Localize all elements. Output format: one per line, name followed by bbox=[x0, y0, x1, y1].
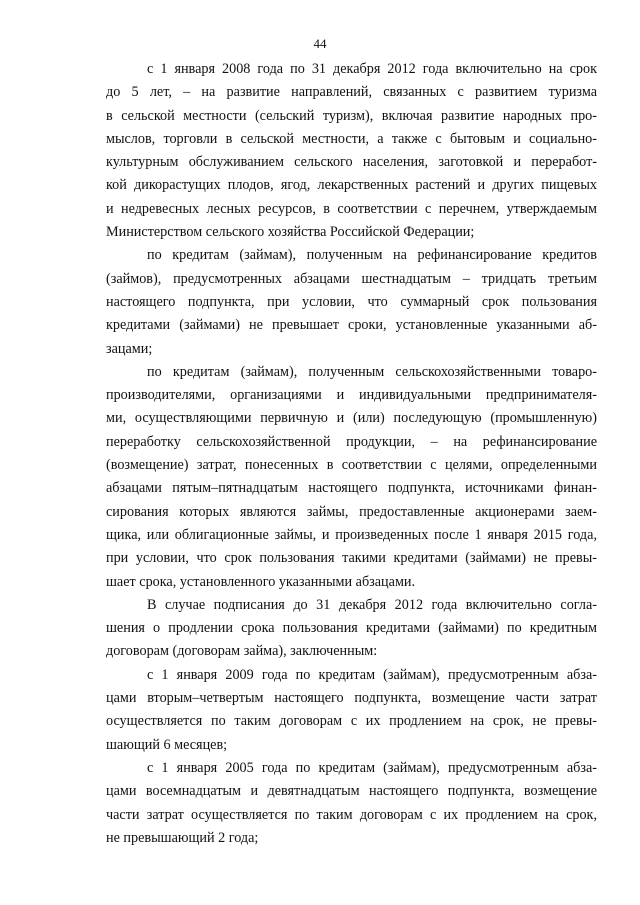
text-line: Министерством сельского хозяйства Российской Федерации; bbox=[106, 224, 475, 241]
text-line: не превышающий 2 года; bbox=[106, 829, 259, 846]
text-line: шения о продлении срока пользования кредитами (займами) по кредитным bbox=[106, 620, 597, 637]
text-line: по кредитам (займам), полученным на рефинансирование кредитов bbox=[147, 247, 597, 264]
text-line: шает срока, установленного указанными абзацами. bbox=[106, 573, 416, 590]
text-line: договорам (договорам займа), заключенным: bbox=[106, 643, 378, 660]
document-body bbox=[106, 58, 597, 850]
text-line: щика, или облигационные займы, и произведенных после 1 января 2015 года, bbox=[106, 526, 597, 543]
text-line: мыслов, торговли в сельской местности, а также с бытовым и социально- bbox=[106, 130, 597, 147]
text-line: при условии, что срок пользования такими кредитами (займами) не превы- bbox=[106, 550, 597, 567]
text-line: производителями, организациями и индивидуальными предпринимателя- bbox=[106, 387, 597, 404]
text-line: осуществляется по таким договорам с их продлением на срок, не превы- bbox=[106, 713, 597, 730]
paragraph-6 bbox=[106, 757, 597, 850]
text-line: настоящего подпункта, при условии, что суммарный срок пользования bbox=[106, 293, 597, 310]
paragraph-4 bbox=[106, 594, 597, 664]
text-line: кой дикорастущих плодов, ягод, лекарственных растений и других пищевых bbox=[106, 177, 597, 194]
text-line: (возмещение) затрат, понесенных в соответствии с целями, определенными bbox=[106, 457, 597, 474]
paragraph-1 bbox=[106, 58, 597, 244]
paragraph-3 bbox=[106, 361, 597, 594]
text-line: с 1 января 2008 года по 31 декабря 2012 года включительно на срок bbox=[147, 61, 597, 77]
text-line: части затрат осуществляется по таким договорам с их продлением на срок, bbox=[106, 806, 597, 823]
paragraph-5 bbox=[106, 664, 597, 757]
text-line: сирования которых являются займы, предоставленные акционерами заем- bbox=[106, 503, 597, 520]
text-line: абзацами пятым–пятнадцатым настоящего подпункта, источниками финан- bbox=[106, 480, 597, 497]
text-line: культурным обслуживанием сельского населения, заготовкой и переработ- bbox=[106, 154, 597, 171]
text-line: зацами; bbox=[106, 340, 153, 357]
text-line: до 5 лет, – на развитие направлений, связанных с развитием туризма bbox=[106, 84, 597, 101]
text-line: ми, осуществляющими первичную и (или) последующую (промышленную) bbox=[106, 410, 597, 427]
text-line: в сельской местности (сельский туризм), включая развитие народных про- bbox=[106, 107, 597, 124]
text-line: цами вторым–четвертым настоящего подпункта, возмещение части затрат bbox=[106, 690, 597, 707]
text-line: и недревесных лесных ресурсов, в соответствии с перечнем, утверждаемым bbox=[106, 200, 597, 217]
text-line: шающий 6 месяцев; bbox=[106, 736, 228, 753]
text-line: (займов), предусмотренных абзацами шестнадцатым – тридцать третьим bbox=[106, 270, 597, 287]
text-line: с 1 января 2005 года по кредитам (займам), предусмотренным абза- bbox=[147, 759, 597, 776]
page-number: 44 bbox=[313, 36, 327, 51]
text-line: В случае подписания до 31 декабря 2012 года включительно согла- bbox=[147, 596, 597, 613]
text-line: цами восемнадцатым и девятнадцатым настоящего подпункта, возмещение bbox=[106, 783, 597, 800]
text-line: кредитами (займами) не превышает сроки, установленные указанными аб- bbox=[106, 317, 597, 334]
text-line: с 1 января 2009 года по кредитам (займам), предусмотренным абза- bbox=[147, 666, 597, 683]
paragraph-2 bbox=[106, 244, 597, 360]
text-line: переработку сельскохозяйственной продукции, – на рефинансирование bbox=[106, 433, 597, 450]
text-line: по кредитам (займам), полученным сельскохозяйственными товаро- bbox=[147, 363, 597, 380]
